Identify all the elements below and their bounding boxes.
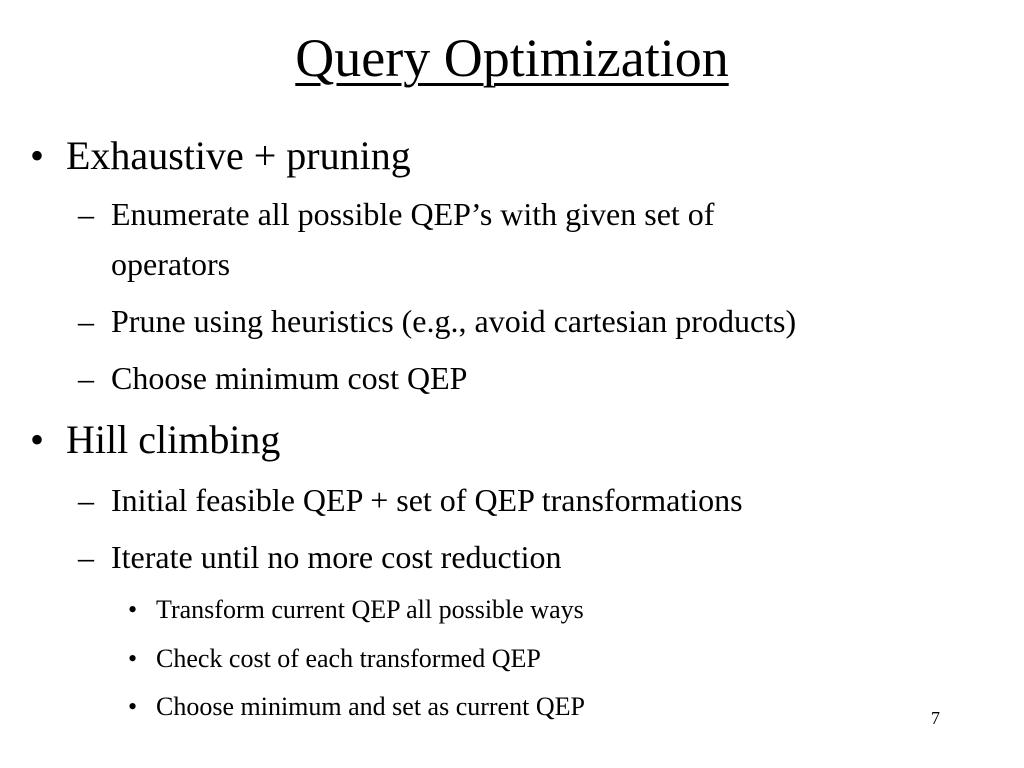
- sub-sub-item-check-cost: [0, 643, 1024, 675]
- sub-item-text-continued: operators: [111, 246, 231, 282]
- sub-item-iterate: [0, 537, 1024, 577]
- bullet-text: Hill climbing: [66, 417, 281, 462]
- sub-item-initial-feasible: [0, 480, 1024, 520]
- bullet-icon: •: [30, 133, 45, 178]
- bullet-icon: •: [128, 595, 138, 624]
- sub-item-choose-minimum: [0, 358, 1024, 398]
- bullet-icon: •: [30, 417, 45, 462]
- sub-item-text: Iterate until no more cost reduction: [111, 539, 562, 575]
- bullet-icon: •: [128, 692, 138, 721]
- sub-sub-item-text: Choose minimum and set as current QEP: [156, 692, 585, 721]
- sub-sub-item-transform: [0, 594, 1024, 626]
- dash-icon: –: [78, 196, 94, 232]
- sub-item-text: Enumerate all possible QEP’s with given set of: [111, 196, 715, 232]
- sub-item-prune: [0, 301, 1024, 341]
- sub-sub-item-text: Transform current QEP all possible ways: [156, 595, 584, 624]
- bullet-item-hill-climbing: [0, 416, 1024, 464]
- bullet-item-exhaustive: [0, 132, 1024, 180]
- dash-icon: –: [78, 303, 94, 339]
- sub-sub-item-choose-minimum: [0, 691, 1024, 723]
- slide-title: Query Optimization: [295, 28, 729, 88]
- dash-icon: –: [78, 360, 94, 396]
- sub-sub-item-text: Check cost of each transformed QEP: [156, 644, 541, 673]
- page-number: 7: [931, 708, 940, 728]
- sub-item-enumerate: [0, 194, 1024, 282]
- dash-icon: –: [78, 482, 94, 518]
- dash-icon: –: [78, 539, 94, 575]
- sub-item-text: Prune using heuristics (e.g., avoid cartesian products): [111, 303, 797, 339]
- bullet-icon: •: [128, 644, 138, 673]
- sub-item-text: Choose minimum cost QEP: [111, 360, 468, 396]
- sub-item-text: Initial feasible QEP + set of QEP transformations: [111, 482, 743, 518]
- bullet-text: Exhaustive + pruning: [66, 133, 411, 178]
